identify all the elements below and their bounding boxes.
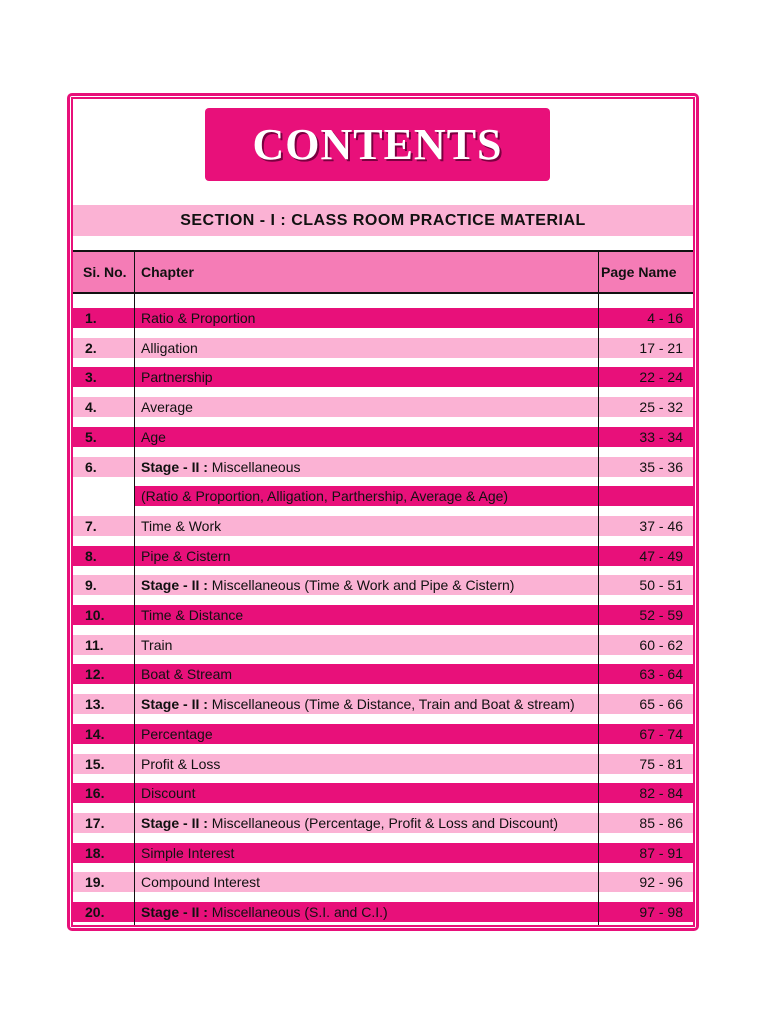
- table-row: [73, 575, 693, 595]
- row-number: 1.: [85, 310, 97, 326]
- chapter-name: Alligation: [141, 339, 198, 356]
- row-pages: 35 - 36: [639, 458, 683, 475]
- chapter-name: Train: [141, 636, 173, 653]
- row-chapter: [141, 548, 230, 564]
- row-pages: 33 - 34: [639, 428, 683, 445]
- row-number: 14.: [85, 725, 105, 742]
- table-row: [73, 694, 693, 714]
- row-number: 12.: [85, 666, 105, 683]
- table-row: [73, 843, 693, 863]
- chapter-name: Time & Work: [141, 517, 222, 534]
- row-chapter: [141, 459, 301, 475]
- row-chapter: [141, 904, 388, 920]
- row-pages: 52 - 59: [639, 607, 683, 623]
- header-page: Page Name: [601, 264, 677, 280]
- table-row: [73, 635, 693, 655]
- table-row: [73, 902, 693, 922]
- chapter-name: Age: [141, 428, 166, 445]
- row-pages: 92 - 96: [639, 874, 683, 891]
- table-row: [73, 308, 693, 328]
- stage-prefix: Stage - II :: [141, 814, 208, 831]
- row-number: 6.: [85, 458, 97, 475]
- column-divider-1: [134, 250, 135, 925]
- row-chapter: [141, 488, 508, 504]
- row-number: 15.: [85, 755, 105, 772]
- row-chapter: [141, 429, 166, 445]
- stage-prefix: Stage - II :: [141, 904, 208, 920]
- row-number: 3.: [85, 369, 97, 386]
- chapter-name: (Ratio & Proportion, Alligation, Parthership, Average & Age): [141, 488, 509, 505]
- row-chapter: [141, 637, 172, 653]
- row-chapter: [141, 756, 220, 772]
- header-sn: Si. No.: [83, 264, 127, 280]
- chapter-name: Discount: [141, 785, 196, 802]
- chapter-name: Miscellaneous (Percentage, Profit & Loss and Discount): [207, 814, 559, 831]
- row-pages: 97 - 98: [639, 904, 683, 920]
- chapter-name: Compound Interest: [141, 874, 261, 891]
- row-chapter: [141, 696, 575, 712]
- row-background: [73, 427, 693, 447]
- row-number: 20.: [85, 904, 105, 920]
- stage-prefix: Stage - II :: [141, 696, 208, 713]
- title-banner: [205, 108, 550, 181]
- row-chapter: [141, 726, 213, 742]
- row-chapter: [141, 666, 232, 682]
- section-heading: SECTION - I : CLASS ROOM PRACTICE MATERIAL: [73, 205, 693, 236]
- row-pages: 4 - 16: [647, 310, 683, 326]
- table-row: [73, 724, 693, 744]
- row-pages: 25 - 32: [639, 399, 683, 416]
- chapter-name: Boat & Stream: [141, 666, 233, 683]
- table-row: [73, 457, 693, 477]
- table-row: [73, 486, 693, 506]
- row-number: 18.: [85, 844, 105, 861]
- row-pages: 63 - 64: [639, 666, 683, 683]
- stage-prefix: Stage - II :: [141, 577, 208, 594]
- row-chapter: [141, 607, 243, 623]
- row-number: 10.: [85, 607, 105, 623]
- row-pages: 67 - 74: [639, 725, 683, 742]
- row-pages: 75 - 81: [639, 755, 683, 772]
- row-pages: 47 - 49: [639, 547, 683, 564]
- chapter-name: Miscellaneous (Time & Work and Pipe & Cistern): [207, 577, 515, 594]
- table-row: [73, 664, 693, 684]
- table-row: [73, 546, 693, 566]
- row-number: 9.: [85, 577, 97, 594]
- column-divider-2: [598, 250, 599, 925]
- stage-prefix: Stage - II :: [141, 458, 208, 475]
- row-chapter: [141, 399, 193, 415]
- row-pages: 17 - 21: [639, 339, 683, 356]
- chapter-name: Average: [141, 399, 193, 416]
- chapter-name: Profit & Loss: [141, 755, 221, 772]
- row-number: 16.: [85, 785, 105, 802]
- row-number: 13.: [85, 696, 105, 713]
- row-pages: 82 - 84: [639, 785, 683, 802]
- row-number: 5.: [85, 428, 97, 445]
- table-row: [73, 783, 693, 803]
- table-row: [73, 367, 693, 387]
- row-number: 17.: [85, 814, 105, 831]
- row-chapter: [141, 815, 558, 831]
- row-number: 2.: [85, 339, 97, 356]
- table-row: [73, 813, 693, 833]
- chapter-name: Time & Distance: [141, 607, 244, 623]
- row-chapter: [141, 340, 198, 356]
- row-number: 19.: [85, 874, 105, 891]
- row-pages: 65 - 66: [639, 696, 683, 713]
- table-row: [73, 872, 693, 892]
- chapter-name: Miscellaneous (S.I. and C.I.): [207, 904, 388, 920]
- table-row: [73, 397, 693, 417]
- page-title: CONTENTS: [252, 120, 503, 169]
- table-header: [73, 250, 693, 294]
- header-chapter: Chapter: [141, 264, 194, 280]
- row-pages: 87 - 91: [639, 844, 683, 861]
- table-row: [73, 338, 693, 358]
- row-number: 4.: [85, 399, 97, 416]
- row-number: 8.: [85, 547, 97, 564]
- table-row: [73, 754, 693, 774]
- row-pages: 60 - 62: [639, 636, 683, 653]
- row-chapter: [141, 310, 255, 326]
- row-chapter: [141, 874, 260, 890]
- row-pages: 85 - 86: [639, 814, 683, 831]
- row-pages: 37 - 46: [639, 517, 683, 534]
- row-chapter: [141, 577, 514, 593]
- chapter-name: Pipe & Cistern: [141, 547, 231, 564]
- chapter-name: Ratio & Proportion: [141, 310, 256, 326]
- row-chapter: [141, 369, 213, 385]
- table-row: [73, 516, 693, 536]
- chapter-name: Partnership: [141, 369, 213, 386]
- row-pages: 50 - 51: [639, 577, 683, 594]
- row-chapter: [141, 845, 234, 861]
- row-number: 7.: [85, 517, 97, 534]
- chapter-name: Percentage: [141, 725, 213, 742]
- chapter-name: Miscellaneous (Time & Distance, Train and Boat & stream): [207, 696, 575, 713]
- row-pages: 22 - 24: [639, 369, 683, 386]
- blank-cell: [73, 481, 134, 511]
- table-row: [73, 605, 693, 625]
- chapter-name: Miscellaneous: [207, 458, 301, 475]
- chapter-name: Simple Interest: [141, 844, 235, 861]
- row-number: 11.: [85, 636, 104, 653]
- row-chapter: [141, 518, 221, 534]
- table-row: [73, 427, 693, 447]
- row-chapter: [141, 785, 195, 801]
